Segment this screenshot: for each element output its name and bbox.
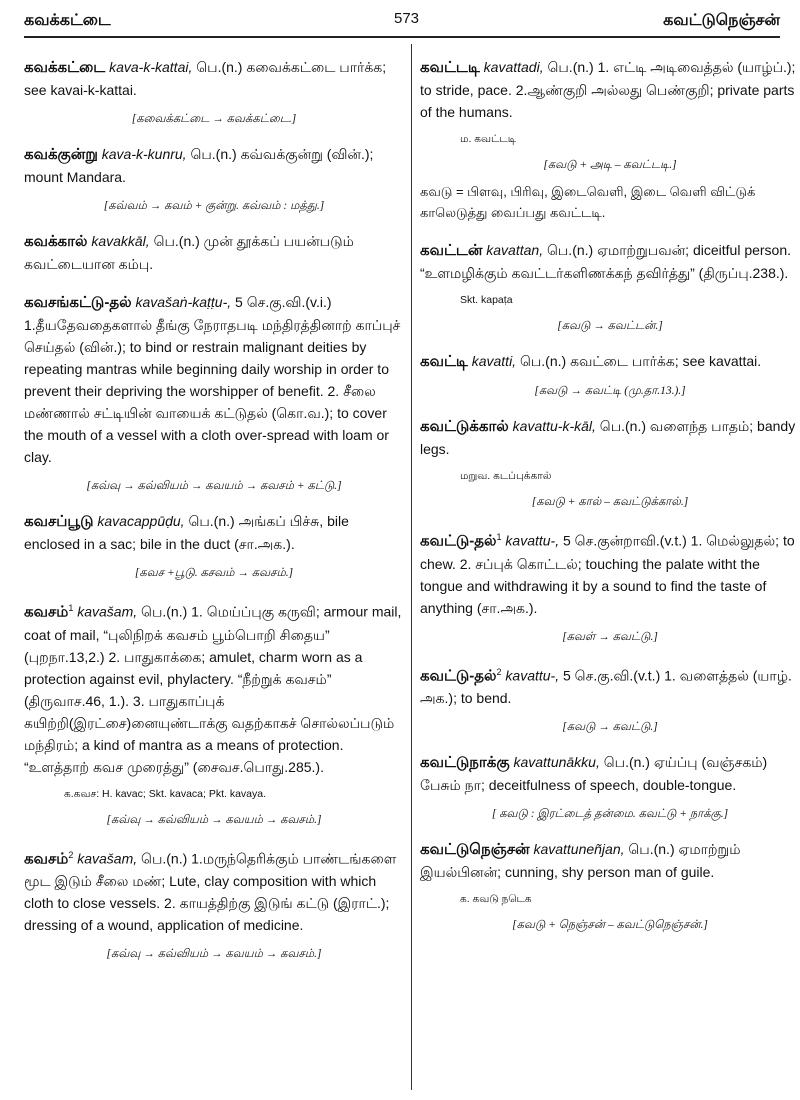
transliteration: kavašam, (77, 850, 138, 867)
etymology: [கவ்வு → கவ்வியம் → கவயம் → கவசம்.] (106, 948, 322, 961)
headword: கவக்குன்று (24, 146, 98, 163)
etymology: [கவடு → கவட்டு.] (562, 721, 658, 734)
definition: 5 செ.கு.வி.(v.t.) 1. வளைத்தல் (யாழ். அக.); to bend. (420, 667, 792, 707)
dictionary-entry (420, 526, 800, 645)
transliteration: kavašam, (77, 603, 138, 620)
definition: பெ.(n.) 1. எட்டி அடிவைத்தல் (யாழ்ப்.); to stride, pace. 2.ஆண்குறி அல்லது பெண்குறி; private parts of the humans. (420, 59, 796, 120)
headword: கவட்டுக்கால் (420, 418, 509, 435)
header-last-word: கவட்டுநெஞ்சன் (663, 10, 780, 29)
homonym-number: 1 (496, 532, 502, 542)
definition: பெ.(n.) ஏய்ப்பு (வஞ்சகம்) பேசும் நா; deceitfulness of speech, double-tongue. (420, 754, 768, 794)
definition: பெ.(n.) கவட்டை பார்க்க; see kavattai. (519, 353, 762, 369)
right-column (420, 56, 800, 949)
cognates: Skt. kapaṭa (460, 294, 513, 306)
headword: கவட்டுநெஞ்சன் (420, 841, 530, 859)
homonym-number: 2 (68, 849, 74, 860)
transliteration: kavattan, (486, 242, 544, 258)
headword: கவக்கட்டை (24, 59, 106, 76)
transliteration: kavattu-, (505, 667, 560, 684)
column-divider (411, 44, 412, 1090)
etymology: [கவ்வு → கவ்வியம் → கவயம் → கவசம் + கட்டு.] (86, 480, 342, 492)
definition: பெ.(n.) கவைக்கட்டை பார்க்க; see kavai-k-kattai. (24, 59, 387, 98)
cognates: க.கவச: H. kavac; Skt. kavaca; Pkt. kavaya. (64, 787, 267, 800)
cognates: க. கவடு நடெக (460, 893, 532, 906)
definition: 5 செ.குன்றாவி.(v.t.) 1. மெல்லுதல்; to chew. 2. சப்புக் கொட்டல்; touching the palate witht the tongue and withdrawing it by a sound to find the taste of anything (சா.அக.). (420, 532, 795, 616)
dictionary-entry (420, 838, 800, 933)
etymology: [கவடு → கவட்டன்.] (557, 320, 663, 332)
headword: கவட்டுநாக்கு (420, 754, 510, 772)
page-header (24, 10, 780, 38)
headword: கவக்கால் (24, 233, 88, 250)
etymology: [கவ்வு → கவ்வியம் → கவயம் → கவசம்.] (106, 813, 322, 826)
page-number: 573 (394, 10, 420, 27)
dictionary-entry (420, 56, 800, 223)
dictionary-entry (24, 510, 404, 581)
etymology: [கவடு + நெஞ்சன் – கவட்டுநெஞ்சன்.] (512, 919, 708, 932)
transliteration: kavattu-k-kāl, (512, 418, 596, 434)
transliteration: kava-k-kattai, (109, 59, 193, 75)
dictionary-entry (24, 291, 404, 494)
definition: பெ.(n.) கவ்வக்குன்று (வின்.); mount Mandara. (24, 146, 374, 185)
headword: கவட்டி (420, 353, 468, 370)
usage-note: கவடு = பிளவு, பிரிவு, இடைவெளி, இடை வெளி விட்டுக் காலெடுத்து வைப்பது கவட்டடி. (420, 184, 756, 220)
headword: கவட்டு-தல் (420, 532, 497, 550)
etymology: [கவடு + கால் – கவட்டுக்கால்.] (531, 496, 689, 508)
dictionary-entry (24, 56, 404, 127)
headword: கவசம் (24, 603, 69, 621)
definition: பெ.(n.) முன் தூக்கப் பயன்படும் கவட்டையான கம்பு. (24, 233, 354, 272)
header-first-word: கவக்கட்டை (24, 10, 111, 29)
definition: பெ.(n.) ஏமாற்றுபவன்; diceitful person. “உளமழிக்கும் கவட்டர்களிணக்கந் தவிர்த்து” (திருப்பு.238.). (420, 242, 792, 281)
transliteration: kavatti, (471, 353, 517, 369)
dictionary-entry (24, 597, 404, 828)
transliteration: kavacappūḍu, (97, 513, 185, 529)
dictionary-entry (24, 230, 404, 275)
headword: கவட்டு-தல் (420, 667, 497, 685)
transliteration: kavattadi, (483, 59, 544, 75)
etymology: [கவச +பூடு. கசவம் → கவசம்.] (134, 567, 294, 579)
left-column (24, 56, 404, 978)
definition: பெ.(n.) அங்கப் பிச்சு, bile enclosed in a sac; bile in the duct (சா.அக.). (24, 513, 349, 552)
transliteration: kavattunākku, (513, 754, 600, 771)
definition: பெ.(n.) 1.மருந்தெரிக்கும் பாண்டங்களை மூட இடும் சீலை மண்; Lute, clay composition with which cloth to close vessels. 2. காயத்திற்கு இடுங் கட்டு (இராட்.); dressing of a wound, application of medicine. (24, 850, 397, 934)
dictionary-entry (420, 661, 800, 736)
dictionary-entry (420, 350, 800, 399)
headword: கவசங்கட்டு-தல் (24, 294, 132, 311)
transliteration: kava-k-kunru, (101, 146, 187, 162)
homonym-number: 2 (496, 666, 502, 677)
etymology: [ கவடு : இரட்டைத் தன்மை. கவட்டு + நாக்கு.] (491, 808, 729, 821)
etymology: [கவள் → கவட்டு.] (562, 630, 658, 643)
cognates: ம. கவட்டடி (460, 133, 517, 145)
dictionary-entry (420, 239, 800, 334)
dictionary-entry (24, 844, 404, 963)
definition: பெ.(n.) வளைந்த பாதம்; bandy legs. (420, 418, 796, 457)
etymology: [கவ்வம் → கவம் + குன்று. கவ்வம் : மத்து.] (103, 200, 325, 212)
transliteration: kavattu-, (505, 532, 560, 549)
definition: பெ.(n.) 1. மெய்ப்புகு கருவி; armour mail, coat of mail, “புலிநிறக் கவசம் பூம்பொறி சிதைய” (புறநா.13,2.) 2. பாதுகாக்கை; amulet, charm worn as a protection against evil, phylactery. “நீற்றுக் கவசம்” (திருவாச.46, 1.). 3. பாதுகாப்புக் கயிற்றி(இரட்சை)னையுண்டாக்கு வதற்காகச் சொல்லப்படும் மந்திரம்; a kind of mantra as a means of protection. “உளத்தாற் கவச முரைத்து” (சைவச.பொது.285.). (24, 603, 402, 775)
homonym-number: 1 (68, 603, 74, 613)
cognates: மறுவ. கடப்புக்கால் (460, 470, 552, 482)
etymology: [கவடு + அடி – கவட்டடி.] (543, 159, 677, 171)
transliteration: kavašaṅ-kaṭṭu-, (135, 294, 232, 310)
definition: பெ.(n.) ஏமாற்றும் இயல்பினன்; cunning, shy person man of guile. (420, 841, 741, 881)
headword: கவட்டடி (420, 59, 480, 76)
dictionary-entry (420, 751, 800, 822)
etymology: [கவைக்கட்டை → கவக்கட்டை.] (131, 113, 297, 125)
headword: கவட்டன் (420, 242, 483, 259)
definition: 5 செ.கு.வி.(v.i.) 1.தீயதேவதைகளால் தீங்கு நேராதபடி மந்திரத்தினாற் காப்புச் செய்தல் (வின்.); to bind or restrain malignant deities by repeating mantras while beginning daily worship in order to prevent their depriving the worshipper of benefit. 2. சீலை மண்ணால் சட்டியின் வாயைக் கட்டுதல் (கொ.வ.); to cover the mouth of a vessel with a cloth over-spread with loam or clay. (24, 294, 401, 465)
dictionary-entry (420, 415, 800, 510)
headword: கவசப்பூடு (24, 513, 94, 530)
etymology: [கவடு → கவட்டி (மு.தா.13.).] (534, 385, 686, 397)
transliteration: kavattuneñjan, (533, 841, 625, 858)
headword: கவசம் (24, 850, 69, 868)
dictionary-entry (24, 143, 404, 214)
transliteration: kavakkāl, (91, 233, 150, 249)
